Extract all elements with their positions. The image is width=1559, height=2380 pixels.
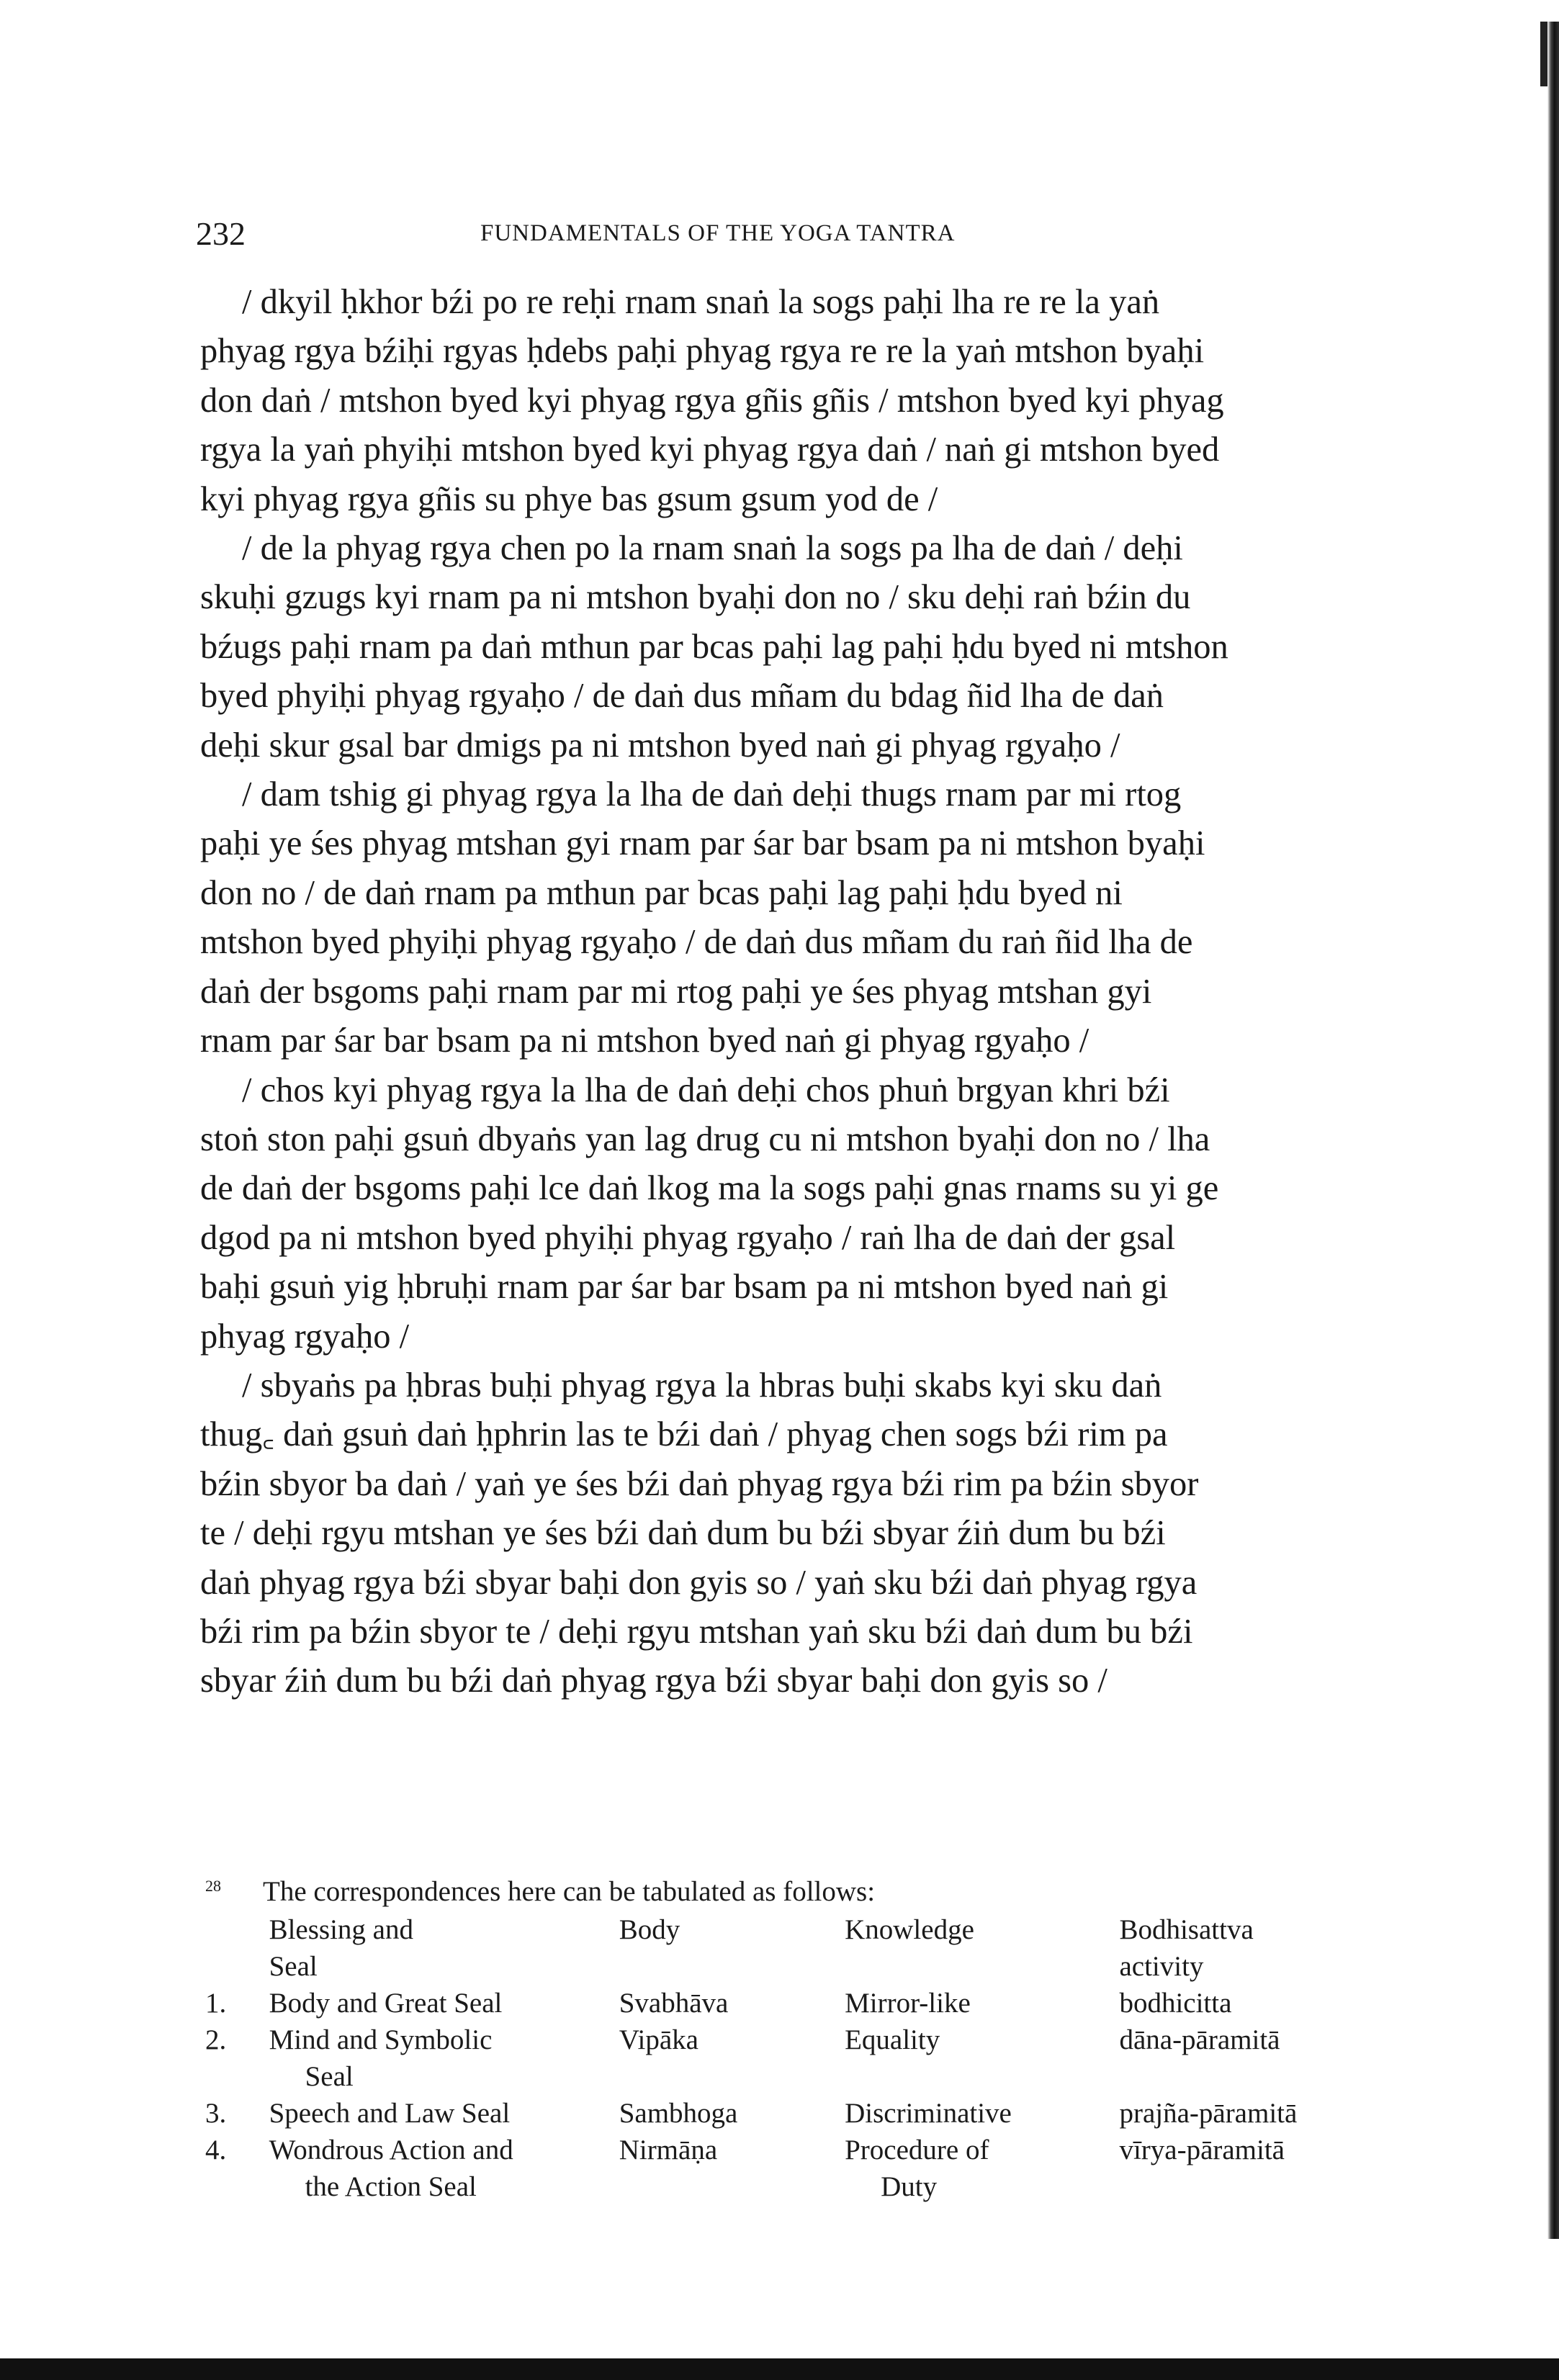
text-line: deḥi skur gsal bar dmigs pa ni mtshon byed naṅ gi phyag rgyaḥo / [200, 726, 1120, 765]
header-seal-line: Blessing and [269, 1914, 413, 1945]
text-line: daṅ phyag rgya bźi sbyar baḥi don gyis so / yaṅ sku bźi daṅ phyag rgya [200, 1563, 1198, 1602]
row-seal-line: Seal [305, 2061, 354, 2092]
footnote-intro-text: The correspondences here can be tabulated as follows: [263, 1876, 876, 1907]
text-line: don no / de daṅ rnam pa mthun par bcas paḥi lag paḥi ḥdu byed ni [200, 873, 1123, 912]
text-line: sbyar źiṅ dum bu bźi daṅ phyag rgya bźi sbyar baḥi don gyis so / [200, 1662, 1108, 1700]
text-line: baḥi gsuṅ yig ḥbruḥi rnam par śar bar bsam pa ni mtshon byed naṅ gi [200, 1268, 1169, 1307]
text-line: stoṅ ston paḥi gsuṅ dbyaṅs yan lag drug cu ni mtshon byaḥi don no / lha [200, 1119, 1210, 1158]
text-line: phyag rgya bźiḥi rgyas ḥdebs paḥi phyag rgya re re la yaṅ mtshon byaḥi [200, 332, 1205, 371]
row-activity: dāna-pāramitā [1119, 2024, 1280, 2055]
text-line: mtshon byed phyiḥi phyag rgyaḥo / de daṅ dus mñam du raṅ ñid lha de [200, 923, 1193, 962]
table-row [205, 2021, 1372, 2095]
row-seal-line: the Action Seal [305, 2171, 477, 2202]
table-row [205, 1985, 1372, 2021]
text-line: paḥi ye śes phyag mtshan gyi rnam par śar bar bsam pa ni mtshon byaḥi [200, 824, 1205, 863]
row-seal-line: Speech and Law Seal [269, 2098, 511, 2129]
text-line: te / deḥi rgyu mtshan ye śes bźi daṅ dum bu bźi sbyar źiṅ dum bu bźi [200, 1514, 1166, 1553]
text-line: don daṅ / mtshon byed kyi phyag rgya gñis gñis / mtshon byed kyi phyag [200, 381, 1224, 420]
paragraph [200, 1361, 1363, 1706]
table-row [205, 2095, 1372, 2132]
text-line: / chos kyi phyag rgya la lha de daṅ deḥi chos phuṅ brgyan khri bźi [242, 1070, 1170, 1109]
row-num: 2. [205, 2024, 227, 2055]
table-header-body: Body [619, 1914, 680, 1945]
text-line: rnam par śar bar bsam pa ni mtshon byed naṅ gi phyag rgyaḥo / [200, 1022, 1089, 1060]
scan-bottom-edge [0, 2358, 1559, 2380]
paragraph [200, 278, 1363, 524]
text-line: / dam tshig gi phyag rgya la lha de daṅ deḥi thugs rnam par mi rtog [242, 775, 1182, 814]
row-body: Sambhoga [619, 2098, 738, 2129]
row-knowledge-line: Procedure of [845, 2135, 989, 2165]
text-line: / de la phyag rgya chen po la rnam snaṅ la sogs pa lha de daṅ / deḥi [242, 529, 1183, 568]
row-seal [269, 2095, 619, 2132]
row-seal [269, 2021, 619, 2095]
correspondence-table [205, 1911, 1372, 2205]
text-line: thug꜀ daṅ gsuṅ daṅ ḥphrin las te bźi daṅ / phyag chen sogs bźi rim pa [200, 1415, 1168, 1454]
row-knowledge-line: Mirror-like [845, 1988, 971, 2019]
text-line: / dkyil ḥkhor bźi po re reḥi rnam snaṅ la sogs paḥi lha re re la yaṅ [242, 283, 1160, 321]
table-row [205, 2132, 1372, 2205]
text-line: bźin sbyor ba daṅ / yaṅ ye śes bźi daṅ phyag rgya bźi rim pa bźin sbyor [200, 1464, 1199, 1503]
row-knowledge [845, 2132, 1119, 2205]
paragraph [200, 1066, 1363, 1361]
row-seal-line: Wondrous Action and [269, 2135, 513, 2165]
row-knowledge [845, 2095, 1119, 2132]
row-activity: vīrya-pāramitā [1119, 2135, 1285, 2165]
row-seal [269, 1985, 619, 2021]
header-seal-line: Seal [269, 1951, 318, 1982]
book-spine-shadow [1547, 22, 1559, 2239]
row-knowledge-line: Duty [881, 2171, 938, 2202]
row-num: 4. [205, 2135, 227, 2165]
text-line: phyag rgyaḥo / [200, 1317, 410, 1356]
header-activity-line: Bodhisattva [1119, 1914, 1254, 1945]
row-num: 3. [205, 2098, 227, 2129]
footnote-marker: 28 [205, 1877, 221, 1895]
row-body: Nirmāṇa [619, 2135, 718, 2165]
paragraph [200, 770, 1363, 1065]
row-knowledge-line: Discriminative [845, 2098, 1012, 2129]
paragraph [200, 524, 1363, 770]
running-title: FUNDAMENTALS OF THE YOGA TANTRA [480, 220, 956, 246]
table-header-num [205, 1911, 269, 1985]
header-activity-line: activity [1119, 1951, 1204, 1982]
table-header-seal [269, 1911, 619, 1985]
row-knowledge [845, 1985, 1119, 2021]
text-line: bźi rim pa bźin sbyor te / deḥi rgyu mtshan yaṅ sku bźi daṅ dum bu bźi [200, 1612, 1193, 1651]
text-line: bźugs paḥi rnam pa daṅ mthun par bcas paḥi lag paḥi ḥdu byed ni mtshon [200, 627, 1228, 666]
text-line: / sbyaṅs pa ḥbras buḥi phyag rgya la hbras buḥi skabs kyi sku daṅ [242, 1366, 1162, 1405]
text-line: skuḥi gzugs kyi rnam pa ni mtshon byaḥi don no / sku deḥi raṅ bźin du [200, 578, 1191, 617]
table-header-row [205, 1911, 1372, 1985]
text-line: kyi phyag rgya gñis su phye bas gsum gsum yod de / [200, 479, 938, 518]
text-line: de daṅ der bsgoms paḥi lce daṅ lkog ma la sogs paḥi gnas rnams su yi ge [200, 1169, 1219, 1208]
row-seal [269, 2132, 619, 2205]
row-activity: prajña-pāramitā [1119, 2098, 1298, 2129]
table-header-activity [1119, 1911, 1372, 1985]
row-seal-line: Body and Great Seal [269, 1988, 503, 2019]
page-number: 232 [196, 215, 246, 252]
row-knowledge [845, 2021, 1119, 2095]
main-text [200, 278, 1363, 1706]
row-activity: bodhicitta [1119, 1988, 1232, 2019]
row-body: Svabhāva [619, 1988, 729, 2019]
row-body: Vipāka [619, 2024, 698, 2055]
running-header [196, 215, 1377, 258]
row-seal-line: Mind and Symbolic [269, 2024, 493, 2055]
row-knowledge-line: Equality [845, 2024, 940, 2055]
text-line: byed phyiḥi phyag rgyaḥo / de daṅ dus mñam du bdag ñid lha de daṅ [200, 677, 1164, 716]
text-line: rgya la yaṅ phyiḥi mtshon byed kyi phyag rgya daṅ / naṅ gi mtshon byed [200, 431, 1220, 469]
text-line: dgod pa ni mtshon byed phyiḥi phyag rgyaḥo / raṅ lha de daṅ der gsal [200, 1218, 1176, 1257]
row-num: 1. [205, 1988, 227, 2019]
text-line: daṅ der bsgoms paḥi rnam par mi rtog paḥi ye śes phyag mtshan gyi [200, 972, 1152, 1011]
table-header-knowledge: Knowledge [845, 1914, 974, 1945]
